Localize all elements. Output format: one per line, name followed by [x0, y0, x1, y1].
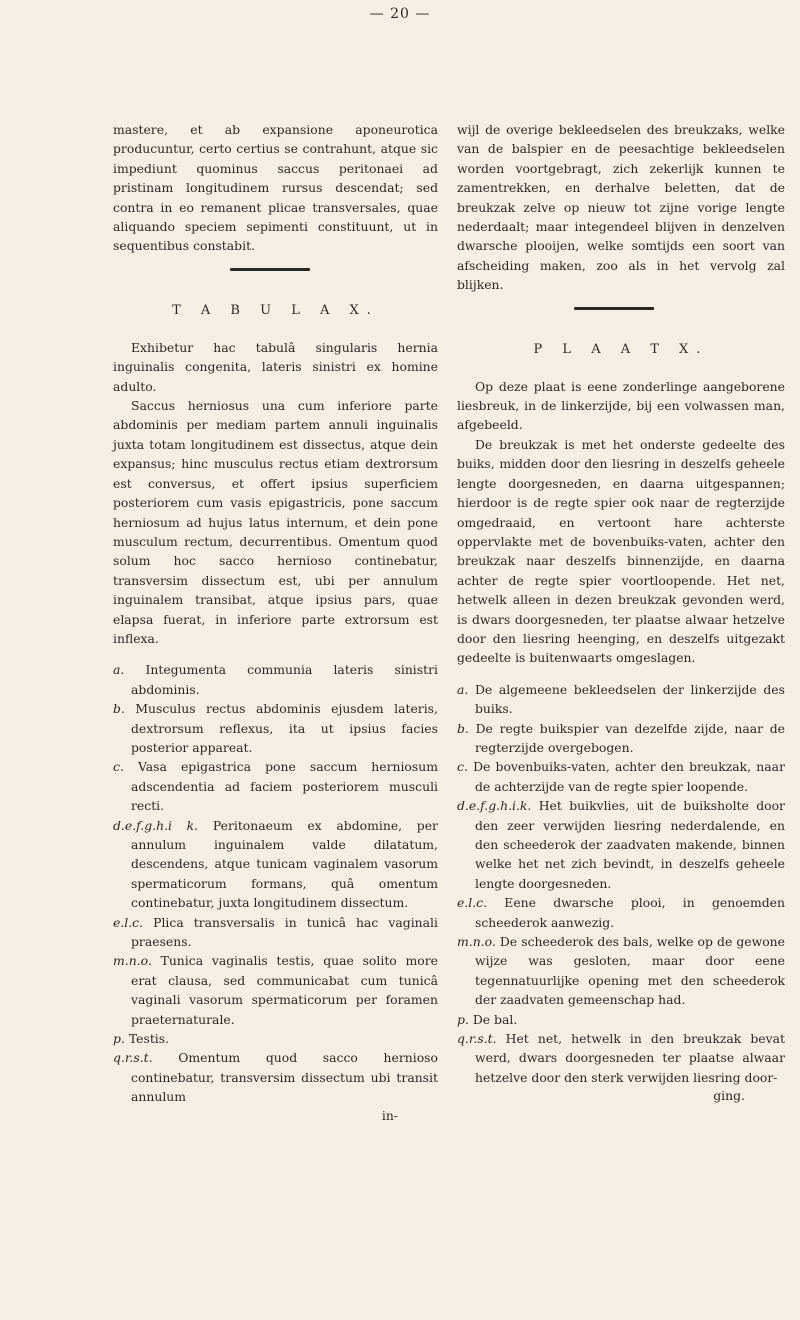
latin-item: p. Testis. — [113, 1031, 170, 1047]
dutch-paragraph-1: Op deze plaat is eene zonderlinge aangeborene liesbreuk, in de linkerzijde, bij een volwassen man, afgebeeld. — [457, 378, 785, 433]
dutch-intro: wijl de overige bekleedselen des breukzaks, welke van de balspier en de peesachtige bekleedselen worden voortgebragt, zich zekerlijk kunnen te zamentrekken, en derhalve beletten, dat de breukzak zelve op nieuw tot zijne vorige lengte nederdaalt; maar integendeel blijven in denzelven dwarsche plooijen, welke somtijds een soort van afscheiding maken, zoo als in het vervolg zal blijken. — [457, 122, 785, 293]
dutch-item: a. De algemeene bekleedselen der linkerzijde des buiks. — [457, 681, 785, 717]
dutch-item: b. De regte buikspier van dezelfde zijde, naar de regterzijde overgebogen. — [457, 720, 785, 755]
dutch-catchword: ging. — [713, 1088, 745, 1104]
latin-paragraph-2: Saccus herniosus una cum inferiore parte abdominis per mediam partem annuli inguinalis juxta totam longitudinem est dissectus, atque dein expansus; hinc musculus rectus etiam dextrorsum est conversus, et offert ipsius superficiem posteriorem cum vasis epigastricis, pone saccum herniosum ad hujus latus internum, et dein pone musculum rectum, decurrentibus. Omentum quod solum hoc sacco hernioso continebatur, transversim dissectum est, ubi per annulum inguinalem transibat, atque ipsius pars, quae elapsa fuerat, in inferiore parte extrorsum est inflexa. — [113, 398, 438, 646]
dutch-column — [457, 120, 785, 1105]
dutch-item: m.n.o. De scheederok des bals, welke op de gewone wijze was gesloten, maar door eene tegennatuurlijke opening met den scheederok der zaadvaten gemeenschap had. — [457, 934, 785, 1008]
dutch-item: c. De bovenbuiks-vaten, achter den breukzak, naar de achterzijde van de regte spier loopende. — [457, 759, 785, 794]
latin-catchword: in- — [381, 1107, 398, 1123]
latin-item: a. Integumenta communia lateris sinistri abdominis. — [113, 662, 438, 697]
dutch-item: p. De bal. — [457, 1011, 518, 1027]
latin-plate-title: T A B U L A X. — [172, 302, 379, 318]
section-divider — [574, 307, 654, 310]
latin-item: c. Vasa epigastrica pone saccum herniosum adscendentia ad faciem posteriorem musculi recti. — [113, 759, 438, 814]
dutch-item: q.r.s.t. Het net, hetwelk in den breukzak bevat werd, dwars doorgesneden ter plaatse alwaar hetzelve door den sterk verwijden liesring door- — [457, 1031, 785, 1085]
latin-item: e.l.c. Plica transversalis in tunicâ hac vaginali praesens. — [113, 914, 438, 950]
dutch-item: d.e.f.g.h.i.k. Het buikvlies, uit de buiksholte door den zeer verwijden liesring nederdalende, en den scheederok der zaadvaten makende, binnen welke het net zich bevindt, in deszelfs geheele lengte doorgesneden. — [457, 798, 785, 891]
page-number: — 20 — — [369, 6, 431, 22]
dutch-paragraph-2: De breukzak is met het onderste gedeelte des buiks, midden door den liesring in deszelfs geheele lengte doorgesneden, en daarna uitgespannen; hierdoor is de regte spier ook naar de regterzijde omgedraaid, en vertoont hare achterste oppervlakte met de bovenbuiks-vaten, achter den breukzak naar deszelfs binnenzijde, en daarna achter de regte spier voortloopende. Het net, hetwelk alleen in dezen breukzak gevonden werd, is dwars doorgesneden, ter plaatse alwaar hetzelve door den liesring heenging, en deszelfs uitgezakt gedeelte is buitenwaarts omgeslagen. — [457, 436, 785, 666]
section-divider — [230, 268, 310, 271]
dutch-plate-title: P L A A T X. — [533, 341, 709, 357]
latin-item: q.r.s.t. Omentum quod sacco hernioso continebatur, transversim dissectum ubi transit annulum — [113, 1050, 438, 1105]
latin-intro: mastere, et ab expansione aponeurotica producuntur, certo certius se contrahunt, atque sic impediunt quominus saccus peritonaei ad pristinam longitudinem rursus descendat; sed contra in eo remanent plicae transversales, quae aliquando speciem sepimenti constituunt, ut in sequentibus constabit. — [113, 122, 438, 254]
dutch-item: e.l.c. Eene dwarsche plooi, in genoemden scheederok aanwezig. — [457, 895, 785, 930]
latin-paragraph-1: Exhibetur hac tabulâ singularis hernia inguinalis congenita, lateris sinistri ex homine adulto. — [113, 339, 438, 394]
latin-item: d.e.f.g.h.i k. Peritonaeum ex abdomine, per annulum inguinalem valde dilatatum, descendens, atque tunicam vaginalem vasorum spermaticorum formans, quâ omentum continebatur, juxta longitudinem dissectum. — [113, 817, 438, 911]
latin-item: b. Musculus rectus abdominis ejusdem lateris, dextrorsum reflexus, ita ut ipsius facies posterior appareat. — [113, 701, 438, 755]
latin-column — [113, 120, 438, 1125]
latin-item: m.n.o. Tunica vaginalis testis, quae solito more erat clausa, sed communicabat cum tunicâ vaginali vasorum spermaticorum per foramen praeternaturale. — [113, 953, 438, 1027]
